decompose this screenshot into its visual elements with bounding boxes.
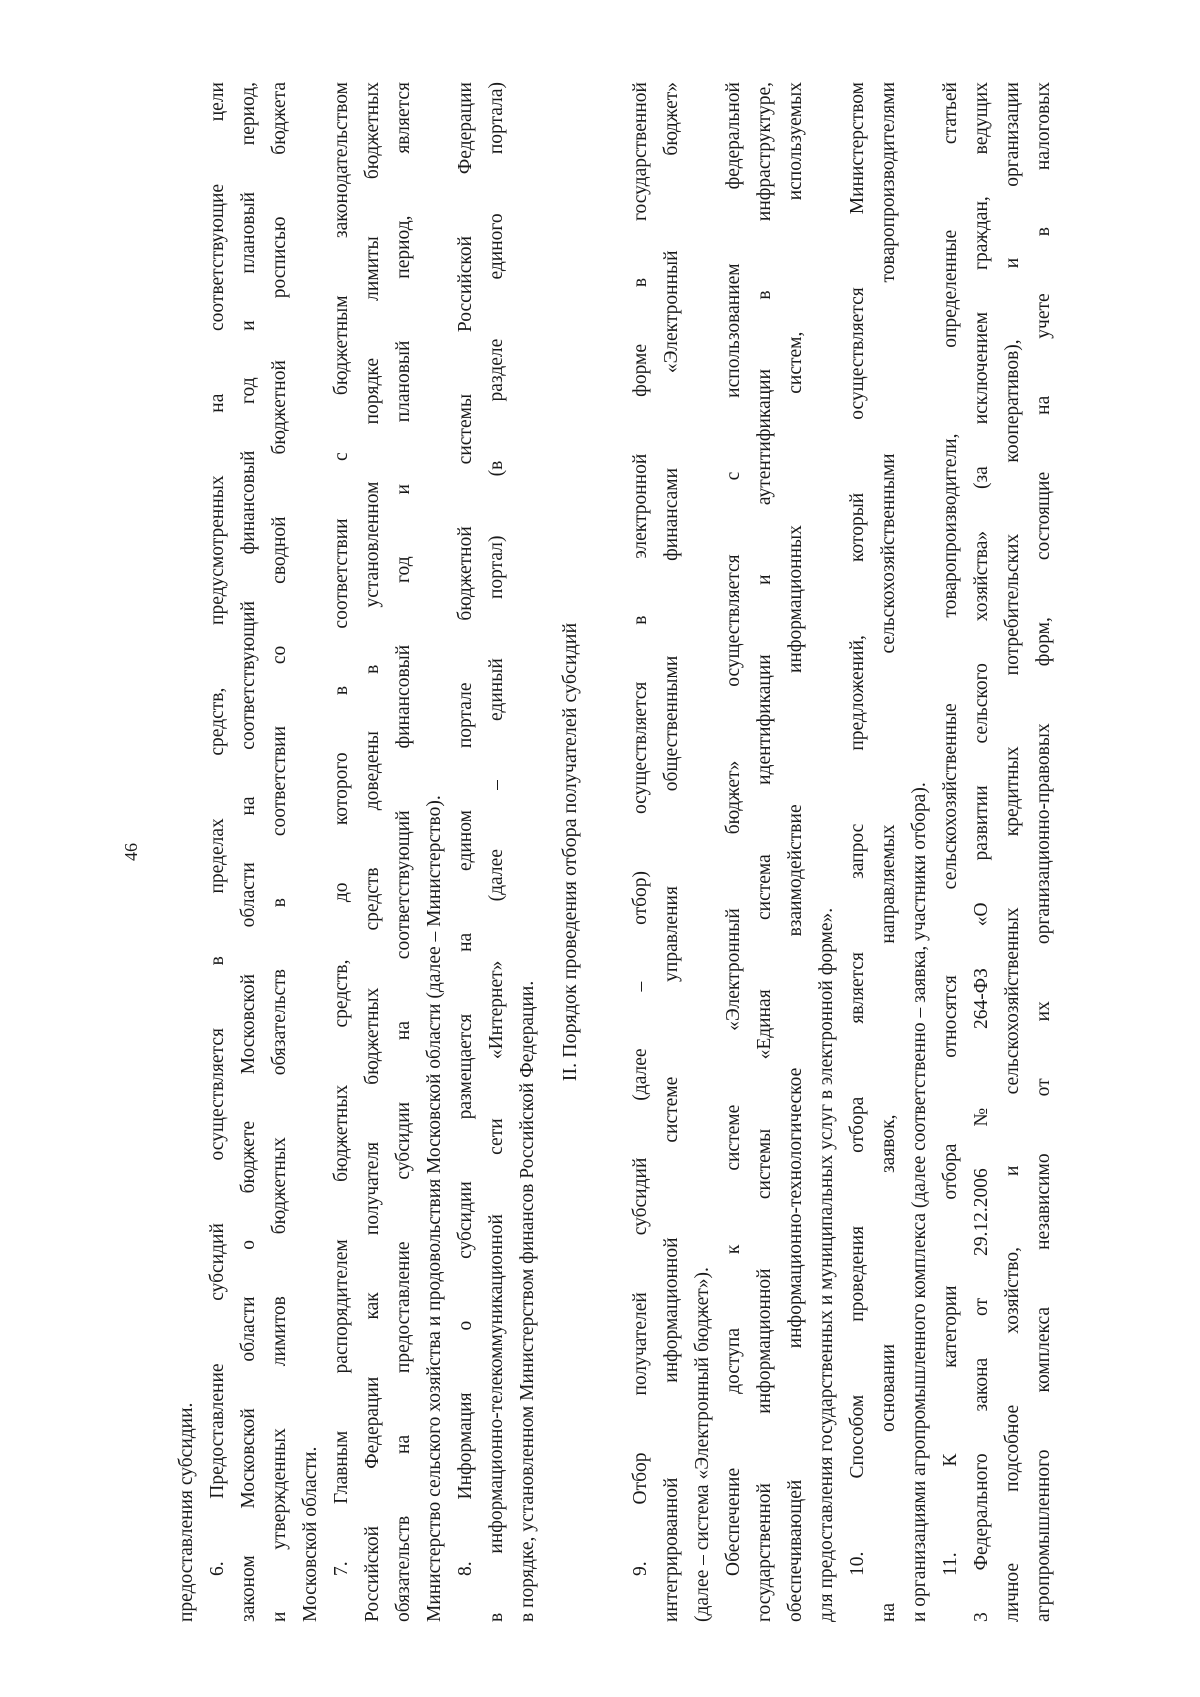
text-line: Московской области. (300, 1446, 321, 1622)
text-line: 3 Федерального закона от 29.12.2006 № 264-ФЗ «О развитии сельского хозяйства» (за исключением граждан, ведущих (971, 82, 992, 1622)
text-line: законом Московской области о бюджете Московской области на соответствующий финансовый год и плановый период, (238, 82, 259, 1622)
text-line: Министерство сельского хозяйства и продовольствия Московской области (далее – Министерство). (424, 795, 445, 1622)
text-line: 8. Информация о субсидии размещается на едином портале бюджетной системы Российской Федерации (455, 82, 476, 1576)
text-line: и утвержденных лимитов бюджетных обязательств в соответствии со сводной бюджетной росписью бюджета (269, 82, 290, 1622)
text-line: государственной информационной системы «Единая система идентификации и аутентификации в инфраструктуре, (754, 82, 775, 1622)
text-line: в информационно-телекоммуникационной сети «Интернет» (далее – единый портал) (в разделе единого портала) (486, 82, 507, 1622)
text-line: Обеспечение доступа к системе «Электронный бюджет» осуществляется с использованием федеральной (723, 82, 744, 1576)
text-line: Российской Федерации как получателя бюджетных средств доведены в установленном порядке лимиты бюджетных (362, 82, 383, 1622)
page-number: 46 (121, 843, 141, 861)
text-line: 9. Отбор получателей субсидий (далее – отбор) осуществляется в электронной форме в государственной (630, 82, 651, 1576)
text-line: агропромышленного комплекса независимо от их организационно-правовых форм, состоящие на учете в налоговых (1033, 82, 1054, 1622)
text-line: 11. К категории отбора относятся сельскохозяйственные товаропроизводители, определенные статьей (940, 82, 961, 1576)
text-line: 6. Предоставление субсидий осуществляется в пределах средств, предусмотренных на соответствующие цели (207, 82, 228, 1576)
section-heading: II. Порядок проведения отбора получателей субсидий (559, 622, 581, 1082)
text-line: обязательств на предоставление субсидии на соответствующий финансовый год и плановый период, является (393, 82, 414, 1622)
rotated-text-block (121, 82, 1054, 1622)
text-line: предоставления субсидии. (176, 1402, 197, 1622)
text-line: 7. Главным распорядителем бюджетных средств, до которого в соответствии с бюджетным законодательством (331, 82, 352, 1576)
text-line: обеспечивающей информационно-технологическое взаимодействие информационных систем, используемых (785, 82, 806, 1622)
text-line: на основании заявок, направляемых сельскохозяйственными товаропроизводителями (878, 82, 899, 1622)
text-line: для предоставления государственных и муниципальных услуг в электронной форме». (816, 907, 837, 1622)
text-line: и организациями агропромышленного комплекса (далее соответственно – заявка, участники отбора). (909, 782, 930, 1622)
text-line: интегрированной информационной системе управления общественными финансами «Электронный бюджет» (661, 82, 682, 1622)
text-line: (далее – система «Электронный бюджет»). (692, 1267, 713, 1622)
text-line: 10. Способом проведения отбора является запрос предложений, который осуществляется Министерством (847, 82, 868, 1576)
text-line: в порядке, установленном Министерством финансов Российской Федерации. (517, 980, 538, 1622)
text-line: личное подсобное хозяйство, и сельскохозяйственных кредитных потребительских кооперативов), и организации (1002, 82, 1023, 1622)
